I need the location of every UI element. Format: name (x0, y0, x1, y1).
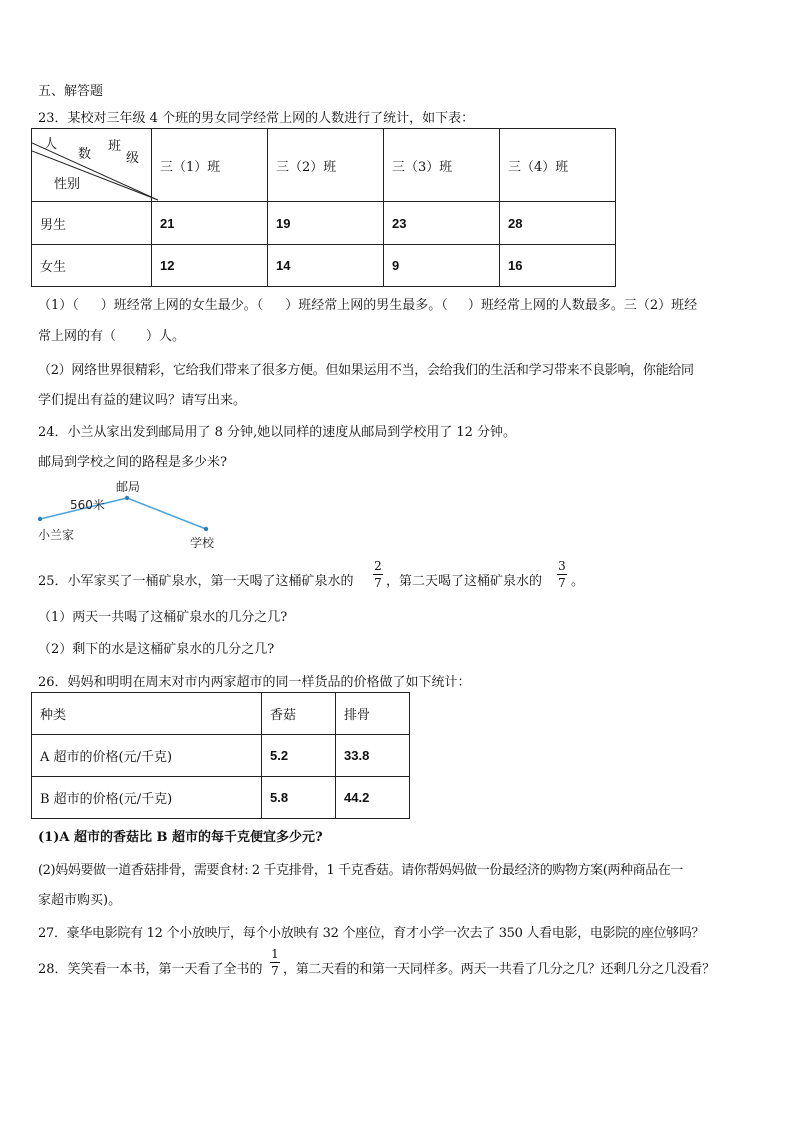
q26-cell: 5.2 (262, 735, 336, 777)
corner-label-ban: 班 (108, 139, 122, 154)
q25-line: 。 (571, 574, 585, 589)
q26-part2-line1: (2)妈妈要做一道香菇排骨，需要食材: 2 千克排骨，1 千克香菇。请你帮妈妈做一份最经济的购物方案(两种商品在一 (38, 863, 684, 878)
q23-cell: 14 (268, 245, 384, 287)
q23-part2-line2: 学们提出有益的建议吗？请写出来。 (38, 393, 247, 408)
frac-denominator: 7 (558, 576, 566, 590)
q28-fraction (270, 947, 280, 978)
q24-line2: 邮局到学校之间的路程是多少米? (38, 455, 227, 470)
q25-line: 25．小军家买了一桶矿泉水，第一天喝了这桶矿泉水的 (38, 574, 354, 589)
q23-row-label: 男生 (32, 202, 152, 245)
frac-denominator: 7 (374, 576, 382, 590)
section-title: 五、解答题 (38, 84, 104, 99)
q26-header: 香菇 (262, 693, 336, 735)
corner-label-ji: 级 (126, 151, 140, 166)
q23-part2-line1: （2）网络世界很精彩，它给我们带来了很多方便。但如果运用不当，会给我们的生活和学习带来不良影响，你能给同 (38, 363, 694, 378)
q23-table (31, 128, 616, 287)
school-label: 学校 (190, 536, 215, 550)
q23-row-label: 女生 (32, 245, 152, 287)
frac-denominator: 7 (271, 964, 279, 978)
q26-cell: 5.8 (262, 777, 336, 819)
q23-p1-text: ）班经常上网的人数最多。三（2）班经 (467, 298, 698, 313)
q25-fraction-1 (373, 559, 383, 590)
q23-p1-text: （1）（ (38, 298, 79, 313)
q28-line: 28．笑笑看一本书，第一天看了全书的 (38, 962, 263, 977)
q26-header: 种类 (32, 693, 262, 735)
home-label: 小兰家 (38, 528, 75, 542)
q23-cell: 9 (383, 245, 499, 287)
q23-text: 23．某校对三年级 4 个班的男女同学经常上网的人数进行了统计，如下表： (38, 111, 475, 126)
q27-text: 27．豪华电影院有 12 个小放映厅，每个小放映有 32 个座位，育才小学一次去了 350 人看电影，电影院的座位够吗？ (38, 926, 705, 941)
q28-line: ，第二天看的和第一天同样多。两天一共看了几分之几？还剩几分之几没看？ (283, 962, 715, 977)
q26-text: 26．妈妈和明明在周末对市内两家超市的同一样货品的价格做了如下统计： (38, 675, 471, 690)
q23-part1-line2 (38, 325, 185, 344)
post-office-point (125, 496, 129, 500)
q23-part1-line1 (38, 294, 697, 313)
q23-col-header: 三（4）班 (499, 129, 615, 202)
q23-p1-text: ）班经常上网的女生最少。（ (100, 298, 264, 313)
home-point (38, 517, 42, 521)
q23-header-corner (32, 129, 152, 202)
q23-cell: 12 (152, 245, 268, 287)
frac-numerator: 3 (558, 559, 566, 573)
corner-label-shu: 数 (78, 147, 92, 162)
q23-cell: 16 (499, 245, 615, 287)
q24-route-diagram (30, 478, 230, 553)
post-office-label: 邮局 (116, 480, 141, 494)
q26-row-label: A 超市的价格(元/千克) (32, 735, 262, 777)
q23-p1-text: 常上网的有（ (38, 329, 117, 344)
q25-fraction-2 (557, 559, 567, 590)
q26-part1: (1)A 超市的香菇比 B 超市的每千克便宜多少元? (38, 830, 323, 845)
q23-col-header: 三（2）班 (268, 129, 384, 202)
q23-col-header: 三（1）班 (152, 129, 268, 202)
q26-header: 排骨 (336, 693, 410, 735)
q23-col-header: 三（3）班 (383, 129, 499, 202)
corner-label-ren: 人 (44, 137, 58, 152)
q26-table (31, 692, 410, 819)
q23-cell: 19 (268, 202, 384, 245)
q23-cell: 23 (383, 202, 499, 245)
q25-part1: （1）两天一共喝了这桶矿泉水的几分之几? (38, 610, 288, 625)
q23-cell: 21 (152, 202, 268, 245)
frac-numerator: 1 (271, 947, 279, 961)
q25-line: ，第二天喝了这桶矿泉水的 (386, 574, 543, 589)
q26-cell: 33.8 (336, 735, 410, 777)
q24-line1: 24．小兰从家出发到邮局用了 8 分钟,她以同样的速度从邮局到学校用了 12 分钟。 (38, 425, 517, 440)
q23-p1-text: ）人。 (146, 329, 186, 344)
q26-row-label: B 超市的价格(元/千克) (32, 777, 262, 819)
distance-label: 560米 (70, 498, 105, 512)
q26-part2-line2: 家超市购买)。 (38, 893, 122, 908)
corner-label-gender: 性别 (54, 177, 81, 192)
frac-numerator: 2 (374, 559, 382, 573)
q26-cell: 44.2 (336, 777, 410, 819)
q25-part2: （2）剩下的水是这桶矿泉水的几分之几? (38, 642, 275, 657)
q23-p1-text: ）班经常上网的男生最多。（ (285, 298, 448, 313)
school-point (204, 527, 208, 531)
q23-cell: 28 (499, 202, 615, 245)
